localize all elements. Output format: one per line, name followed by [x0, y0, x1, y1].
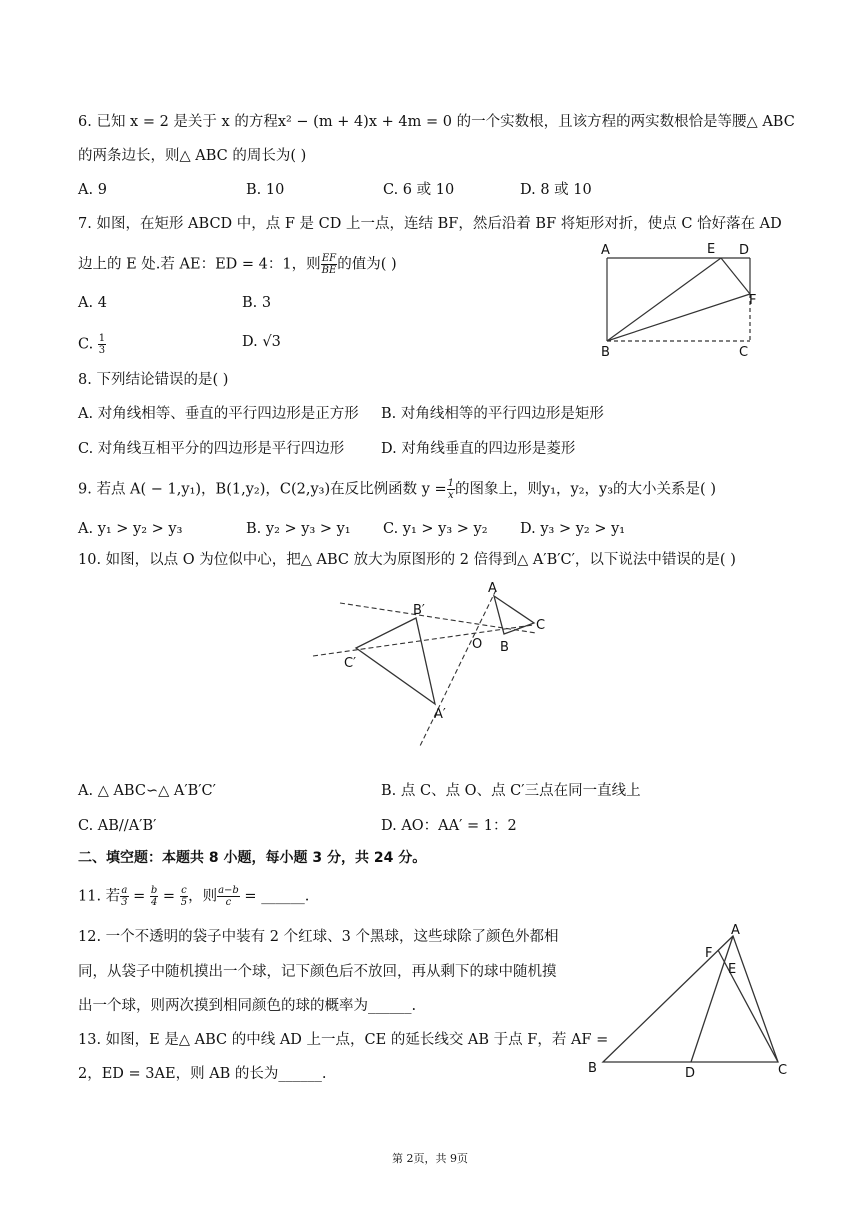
q6-option-b: B. 10	[246, 182, 285, 198]
q7-seg-bf	[607, 294, 750, 341]
q13-line-cf	[718, 950, 778, 1062]
q13-label-a: A	[731, 923, 740, 938]
q7-frac-num: EF	[321, 253, 337, 264]
q11-f4-num: a−b	[218, 885, 239, 896]
q12-line3: 出一个球，则两次摸到相同颜色的球的概率为______.	[78, 998, 417, 1014]
q13-label-d: D	[685, 1066, 696, 1081]
q11-f4-den: c	[225, 897, 232, 908]
q13-triangle-figure	[585, 922, 805, 1082]
q11-post: = ______.	[239, 888, 310, 905]
q10-title: 10. 如图，以点 O 为位似中心，把△ ABC 放大为原图形的 2 倍得到△ A′B′C′，以下说法中错误的是( )	[78, 552, 736, 568]
q9-frac-den: x	[448, 490, 454, 501]
q8-option-a: A. 对角线相等、垂直的平行四边形是正方形	[78, 406, 359, 422]
q6-line2: 的两条边长，则△ ABC 的周长为( )	[78, 148, 307, 164]
q7-rectangle-figure	[595, 238, 775, 363]
q7-option-a: A. 4	[78, 295, 107, 311]
q11-f1-den: 3	[121, 897, 128, 908]
q10-homothety-figure	[308, 578, 568, 748]
q10-label-b: B	[500, 640, 509, 655]
q7-option-c	[78, 333, 106, 356]
q7-line1: 7. 如图，在矩形 ABCD 中，点 F 是 CD 上一点，连结 BF，然后沿着 BF 将矩形对折，使点 C 恰好落在 AD	[78, 216, 782, 232]
q10-dashed-line-3	[420, 590, 496, 746]
q7-optc-den: 3	[98, 345, 106, 356]
q7-optc-num: 1	[98, 333, 106, 344]
q11-f1-num: a	[121, 885, 128, 896]
q10-label-c: C	[536, 618, 546, 633]
section-2-heading: 二、填空题：本题共 8 小题，每小题 3 分，共 24 分。	[78, 850, 427, 866]
q12-line1: 12. 一个不透明的袋子中装有 2 个红球、3 个黑球，这些球除了颜色外都相	[78, 929, 559, 945]
q10-option-d: D. AO：AA′ = 1：2	[381, 818, 517, 834]
q7-line2	[78, 253, 397, 276]
q7-label-b: B	[601, 345, 610, 360]
q7-label-c: C	[739, 345, 749, 360]
q10-triangle-a-b-c-prime	[356, 618, 435, 704]
q9-stem	[78, 478, 716, 501]
q11-frac-c5	[180, 885, 188, 908]
q13-label-b: B	[588, 1061, 597, 1076]
q11-f2-den: 4	[150, 897, 158, 908]
q11-frac-a3	[120, 885, 128, 908]
q9-stem-post: 的图象上，则y₁，y₂，y₃的大小关系是( )	[455, 481, 716, 498]
q7-option-c-label: C.	[78, 336, 98, 353]
q11-pre: 11. 若	[78, 888, 121, 905]
q7-label-a: A	[601, 243, 610, 258]
q13-line2: 2，ED = 3AE，则 AB 的长为______.	[78, 1066, 327, 1082]
q11-frac-result	[217, 885, 240, 908]
q6-option-c: C. 6 或 10	[383, 182, 455, 198]
q8-title: 8. 下列结论错误的是( )	[78, 372, 229, 388]
q11-eq2: =	[158, 888, 180, 905]
q10-option-a: A. △ ABC∽△ A′B′C′	[78, 783, 216, 799]
q9-frac-num: 1	[447, 478, 455, 489]
q7-line2-pre: 边上的 E 处.若 AE：ED = 4：1，则	[78, 256, 321, 273]
q7-label-d: D	[739, 243, 750, 258]
q7-fraction	[321, 253, 338, 276]
q10-label-c-prime: C′	[344, 656, 357, 671]
q11-f3-num: c	[181, 885, 187, 896]
q13-triangle-abc	[603, 936, 778, 1062]
q9-option-a: A. y₁ > y₂ > y₃	[78, 521, 183, 537]
q9-stem-pre: 9. 若点 A( − 1,y₁)，B(1,y₂)，C(2,y₃)在反比例函数 y =	[78, 481, 447, 498]
q13-label-e: E	[728, 962, 737, 977]
q11-mid: ，则	[188, 888, 218, 905]
q11-f2-num: b	[150, 885, 158, 896]
q7-frac-den: BE	[321, 265, 337, 276]
q6-option-a: A. 9	[78, 182, 107, 198]
q11-stem	[78, 885, 309, 908]
q10-option-c: C. AB//A′B′	[78, 818, 157, 834]
q6-line1: 6. 已知 x = 2 是关于 x 的方程x² − (m + 4)x + 4m = 0 的一个实数根，且该方程的两实数根恰是等腰△ ABC	[78, 114, 795, 130]
q10-label-o: O	[472, 637, 483, 652]
q8-option-b: B. 对角线相等的平行四边形是矩形	[381, 406, 604, 422]
q6-option-d: D. 8 或 10	[520, 182, 592, 198]
q13-label-c: C	[778, 1063, 788, 1078]
q9-option-b: B. y₂ > y₃ > y₁	[246, 521, 351, 537]
q7-label-f: F	[749, 293, 757, 308]
q7-option-c-fraction	[98, 333, 106, 356]
q7-seg-ef	[721, 258, 750, 294]
q7-label-e: E	[707, 242, 716, 257]
q7-line2-post: 的值为( )	[337, 256, 397, 273]
q11-f3-den: 5	[180, 897, 188, 908]
q13-line1: 13. 如图，E 是△ ABC 的中线 AD 上一点，CE 的延长线交 AB 于点 F，若 AF =	[78, 1032, 609, 1048]
q9-option-d: D. y₃ > y₂ > y₁	[520, 521, 626, 537]
q7-option-d: D. √3	[242, 334, 281, 350]
page-footer: 第 2页，共 9页	[392, 1152, 468, 1165]
q10-label-a: A	[488, 581, 497, 596]
q8-option-d: D. 对角线垂直的四边形是菱形	[381, 441, 576, 457]
q9-fraction	[447, 478, 455, 501]
q9-option-c: C. y₁ > y₃ > y₂	[383, 521, 488, 537]
q10-label-a-prime: A′	[434, 707, 446, 722]
q10-option-b: B. 点 C、点 O、点 C′三点在同一直线上	[381, 783, 641, 799]
q7-seg-be	[607, 258, 721, 341]
q10-triangle-abc	[494, 596, 534, 634]
q8-option-c: C. 对角线互相平分的四边形是平行四边形	[78, 441, 345, 457]
q10-label-b-prime: B′	[413, 603, 425, 618]
q13-label-f: F	[705, 946, 713, 961]
q12-line2: 同，从袋子中随机摸出一个球，记下颜色后不放回，再从剩下的球中随机摸	[78, 964, 557, 980]
q11-eq1: =	[128, 888, 150, 905]
q7-option-b: B. 3	[242, 295, 272, 311]
